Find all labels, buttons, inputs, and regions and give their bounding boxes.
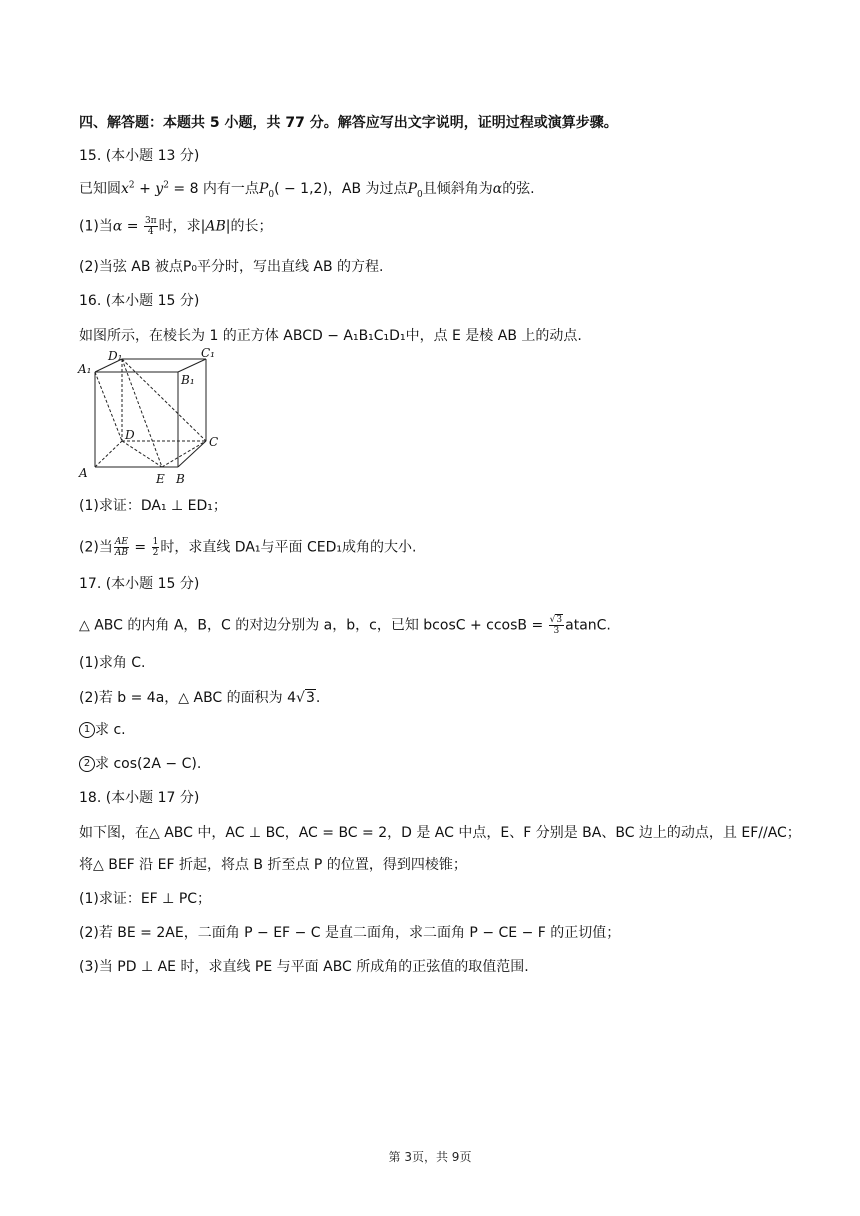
q17-header: 17. (本小题 15 分)	[79, 576, 200, 592]
label-c: C	[209, 435, 219, 449]
section-title: 四、解答题：本题共 5 小题，共 77 分。解答应写出文字说明，证明过程或演算步骤。	[79, 115, 618, 131]
q17-stem: △ ABC 的内角 A，B，C 的对边分别为 a，b，c，已知 bcosC + ccosB = $\frac{√3}{3}$ atanC.	[79, 615, 611, 636]
label-e: E	[156, 472, 165, 486]
q16-part2: (2)当 $\frac{AE}{AB}$ = $\frac{1}{2}$ 时，求直线 DA₁与平面 CED₁成角的大小.	[79, 537, 417, 558]
line-e-c	[162, 441, 206, 467]
q15-stem: 已知圆$x^2 + y^2 = 8$ 内有一点$P_0( - 1,2)$，AB 为过点$P_0$且倾斜角为α的弦.	[79, 180, 535, 200]
circled-one-icon: 1	[79, 722, 95, 738]
q17-part1: (1)求角 C.	[79, 655, 146, 671]
q18-header: 18. (本小题 17 分)	[79, 790, 200, 806]
q15-header: 15. (本小题 13 分)	[79, 148, 200, 164]
label-b1: B₁	[181, 373, 195, 387]
q15-part1: (1)当α = $\frac{3\pi}{4}$ 时，求|AB|的长；	[79, 216, 273, 237]
line-d1-e	[122, 359, 162, 467]
label-d1: D₁	[108, 349, 123, 363]
q16-stem: 如图所示，在棱长为 1 的正方体 ABCD − A₁B₁C₁D₁中，点 E 是棱 AB 上的动点.	[79, 328, 582, 344]
page-footer: 第 3页，共 9页	[388, 1150, 472, 1164]
q18-part1: (1)求证：EF ⊥ PC；	[79, 891, 212, 907]
q18-line2: 将△ BEF 沿 EF 折起，将点 B 折至点 P 的位置，得到四棱锥；	[79, 857, 467, 873]
q15-part2: (2)当弦 AB 被点P₀平分时，写出直线 AB 的方程.	[79, 259, 384, 275]
label-d: D	[125, 428, 135, 442]
q18-part3: (3)当 PD ⊥ AE 时，求直线 PE 与平面 ABC 所成角的正弦值的取值范围.	[79, 959, 529, 975]
line-a1-d	[95, 372, 122, 441]
q18-line1: 如下图，在△ ABC 中，AC ⊥ BC，AC = BC = 2，D 是 AC 中点，E、F 分别是 BA、BC 边上的动点，且 EF//AC；	[79, 825, 801, 841]
q16-part1: (1)求证：DA₁ ⊥ ED₁；	[79, 498, 227, 514]
circled-two-icon: 2	[79, 756, 95, 772]
cube-figure	[74, 346, 234, 488]
q17-sub2: 2 求 cos(2A − C).	[79, 755, 201, 773]
edge-a-d	[95, 441, 122, 467]
line-d-e	[122, 441, 162, 467]
label-c1: C₁	[201, 346, 215, 360]
q16-header: 16. (本小题 15 分)	[79, 293, 200, 309]
label-a: A	[79, 466, 88, 480]
edge-b1-c1	[178, 359, 206, 372]
label-a1: A₁	[78, 362, 92, 376]
label-b: B	[176, 472, 185, 486]
q17-part2: (2)若 b = 4a，△ ABC 的面积为 4√3.	[79, 690, 321, 706]
q18-part2: (2)若 BE = 2AE，二面角 P − EF − C 是直二面角，求二面角 P − CE − F 的正切值；	[79, 925, 621, 941]
q17-sub1: 1 求 c.	[79, 721, 126, 739]
edge-b-c	[178, 441, 206, 467]
